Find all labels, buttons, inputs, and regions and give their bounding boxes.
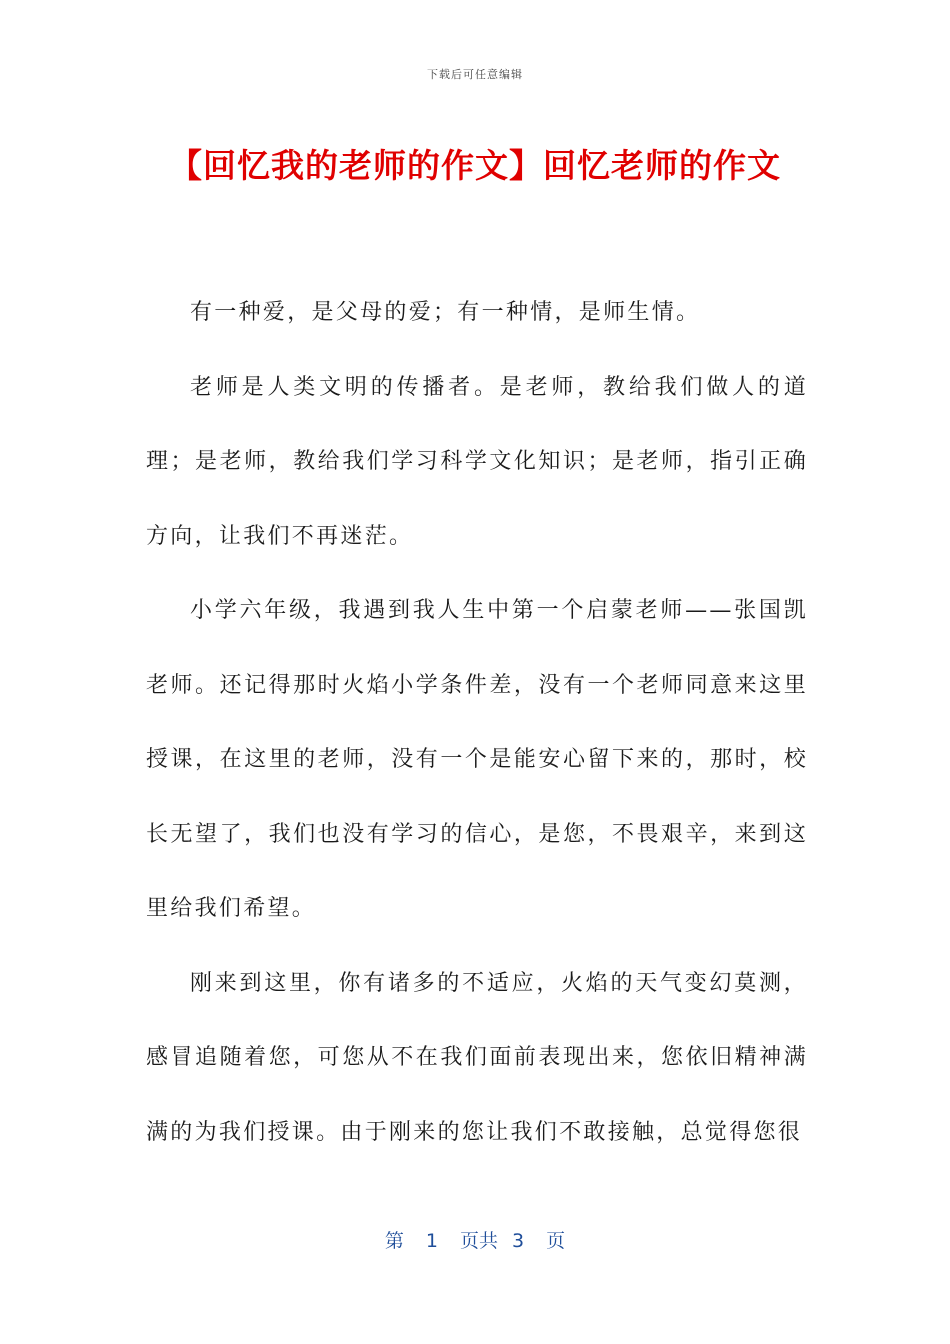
document-title: 【回忆我的老师的作文】回忆老师的作文 xyxy=(169,146,781,185)
footer-total-pages: 3 xyxy=(512,1230,525,1252)
paragraph: 老师是人类文明的传播者。是老师，教给我们做人的道理；是老师，教给我们学习科学文化知识；是老师，指引正确方向，让我们不再迷茫。 xyxy=(146,374,808,549)
header-note: 下载后可任意编辑 xyxy=(427,68,523,81)
footer-current-page: 1 xyxy=(425,1230,438,1252)
page-footer xyxy=(0,1226,950,1253)
footer-suffix: 页 xyxy=(546,1230,566,1252)
footer-prefix: 第 xyxy=(384,1230,404,1252)
footer-middle: 页共 xyxy=(459,1230,498,1252)
paragraph: 有一种爱，是父母的爱；有一种情，是师生情。 xyxy=(190,300,701,325)
article-body xyxy=(146,276,808,1170)
paragraph: 刚来到这里，你有诸多的不适应，火焰的天气变幻莫测，感冒追随着您，可您从不在我们面前表现出来，您依旧精神满满的为我们授课。由于刚来的您让我们不敢接触，总觉得您很 xyxy=(146,970,808,1145)
paragraph: 小学六年级，我遇到我人生中第一个启蒙老师——张国凯老师。还记得那时火焰小学条件差，没有一个老师同意来这里授课，在这里的老师，没有一个是能安心留下来的，那时，校长无望了，我们也没有学习的信心，是您，不畏艰辛，来到这里给我们希望。 xyxy=(146,598,808,921)
